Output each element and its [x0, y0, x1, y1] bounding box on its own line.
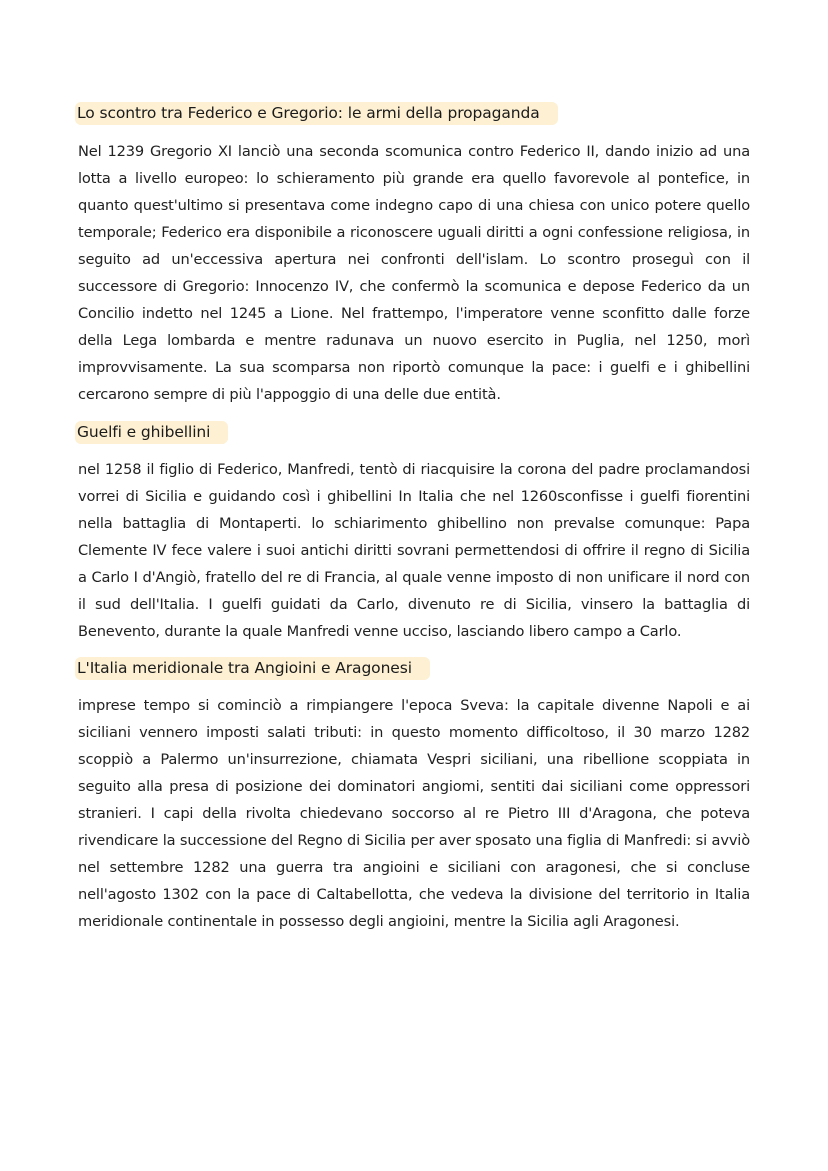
document-page — [78, 100, 750, 935]
section-heading: L'Italia meridionale tra Angioini e Aragonesi — [75, 657, 430, 680]
section-italia-meridionale — [78, 645, 750, 935]
section-heading: Guelfi e ghibellini — [75, 421, 228, 444]
section-guelfi-ghibellini — [78, 408, 750, 645]
section-paragraph: imprese tempo si cominciò a rimpiangere l'epoca Sveva: la capitale divenne Napoli e ai siciliani vennero imposti salati tributi: in questo momento difficoltoso, il 30 marzo 1282 scoppiò a Palermo un'insurrezione, chiamata Vespri siciliani, una ribellione scoppiata in seguito alla presa di posizione dei dominatori angiomi, sentiti dai siciliani come oppressori stranieri. I capi della rivolta chiedevano soccorso al re Pietro III d'Aragona, che poteva rivendicare la successione del Regno di Sicilia per aver sposato una figlia di Manfredi: si avviò nel settembre 1282 una guerra tra angioini e siciliani con aragonesi, che si concluse nell'agosto 1302 con la pace di Caltabellotta, che vedeva la divisione del territorio in Italia meridionale continentale in possesso degli angioini, mentre la Sicilia agli Aragonesi. — [78, 697, 750, 930]
section-propaganda — [78, 100, 750, 408]
section-paragraph: Nel 1239 Gregorio XI lanciò una seconda scomunica contro Federico II, dando inizio ad una lotta a livello europeo: lo schieramento più grande era quello favorevole al pontefice, in quanto quest'ultimo si presentava come indegno capo di una chiesa con unico potere quello temporale; Federico era disponibile a riconoscere uguali diritti a ogni confessione religiosa, in seguito ad un'eccessiva apertura nei confronti dell'islam. Lo scontro proseguì con il successore di Gregorio: Innocenzo IV, che confermò la scomunica e depose Federico da un Concilio indetto nel 1245 a Lione. Nel frattempo, l'imperatore venne sconfitto dalle forze della Lega lombarda e mentre radunava un nuovo esercito in Puglia, nel 1250, morì improvvisamente. La sua scomparsa non riportò comunque la pace: i guelfi e i ghibellini cercarono sempre di più l'appoggio di una delle due entità. — [78, 143, 750, 403]
section-heading: Lo scontro tra Federico e Gregorio: le armi della propaganda — [75, 102, 558, 125]
section-paragraph: nel 1258 il figlio di Federico, Manfredi, tentò di riacquisire la corona del padre proclamandosi vorrei di Sicilia e guidando così i ghibellini In Italia che nel 1260sconfisse i guelfi fiorentini nella battaglia di Montaperti. lo schiarimento ghibellino non prevalse comunque: Papa Clemente IV fece valere i suoi antichi diritti sovrani permettendosi di offrire il regno di Sicilia a Carlo I d'Angiò, fratello del re di Francia, al quale venne imposto di non unificare il nord con il sud dell'Italia. I guelfi guidati da Carlo, divenuto re di Sicilia, vinsero la battaglia di Benevento, durante la quale Manfredi venne ucciso, lasciando libero campo a Carlo. — [78, 461, 750, 640]
